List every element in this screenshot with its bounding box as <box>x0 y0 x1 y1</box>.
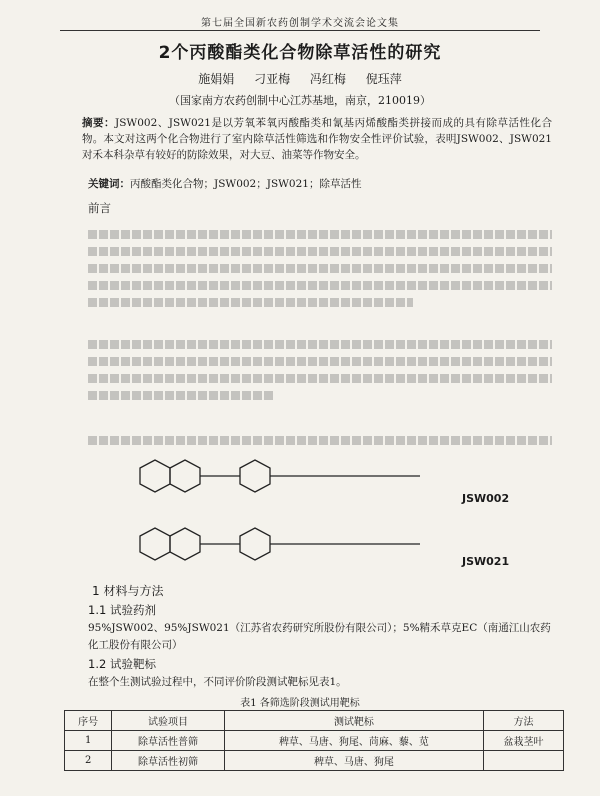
table-cell: 2 <box>65 751 112 771</box>
abstract <box>82 115 552 163</box>
keywords-label: 关键词： <box>88 178 130 190</box>
table-header-row <box>65 711 564 731</box>
table-caption: 表1 各筛选阶段测试用靶标 <box>240 698 360 709</box>
targets-table <box>64 710 564 771</box>
section-heading-preface: 前言 <box>88 201 111 215</box>
structure-jsw021 <box>140 528 420 560</box>
abstract-label: 摘要： <box>82 117 116 129</box>
table-cell: 稗草、马唐、狗尾 <box>224 751 483 771</box>
table-cell: 除草活性初筛 <box>112 751 225 771</box>
author-list <box>0 70 600 87</box>
keywords <box>88 176 361 191</box>
affiliation: （国家南方农药创制中心江苏基地，南京，210019） <box>169 94 431 107</box>
author: 刁亚梅 <box>254 72 291 86</box>
table-cell: 盆栽茎叶 <box>484 731 564 751</box>
table-cell: 稗草、马唐、狗尾、苘麻、藜、苋 <box>224 731 483 751</box>
table-header-cell: 试验项目 <box>112 711 225 731</box>
reagents-paragraph: 95%JSW002、95%JSW021（江苏省农药研究所股份有限公司）；5%精禾草克EC（南通江山农药化工股份有限公司） <box>88 622 551 651</box>
section-heading: 1 材料与方法 <box>92 584 164 598</box>
abstract-text: JSW002、JSW021是以芳氧苯氧丙酸酯类和氰基丙烯酸酯类拼接而成的具有除草活性化合物。本文对这两个化合物进行了室内除草活性筛选和作物安全性评价试验，表明JSW002、JSW021对禾本科杂草有较好的防除效果，对大豆、油菜等作物安全。 <box>82 117 553 161</box>
keywords-text: 丙酸酯类化合物；JSW002；JSW021；除草活性 <box>130 178 362 190</box>
body-paragraph <box>88 336 552 424</box>
table-intro: 在整个生测试验过程中，不同评价阶段测试靶标见表1。 <box>88 676 347 688</box>
compound-label: JSW021 <box>462 555 510 568</box>
running-header: 第七届全国新农药创制学术交流会论文集 <box>201 18 399 29</box>
chemical-structures-figure <box>120 448 440 588</box>
subsection-heading: 1.1 试验药剂 <box>88 603 156 617</box>
table-row <box>65 731 564 751</box>
author: 倪珏萍 <box>365 72 402 86</box>
subsection-heading: 1.2 试验靶标 <box>88 657 156 671</box>
table-header-cell: 方法 <box>484 711 564 731</box>
structure-jsw002 <box>140 460 420 492</box>
table-header-cell: 序号 <box>65 711 112 731</box>
author: 冯红梅 <box>309 72 346 86</box>
body-paragraph <box>88 226 552 326</box>
table-cell <box>484 751 564 771</box>
table-row <box>65 751 564 771</box>
table-cell: 除草活性普筛 <box>112 731 225 751</box>
table-cell: 1 <box>65 731 112 751</box>
table-header-cell: 测试靶标 <box>224 711 483 731</box>
paper-title: 2个丙酸酯类化合物除草活性的研究 <box>158 43 442 63</box>
compound-label: JSW002 <box>462 492 510 505</box>
author: 施娟娟 <box>198 72 235 86</box>
header-rule <box>60 30 540 31</box>
